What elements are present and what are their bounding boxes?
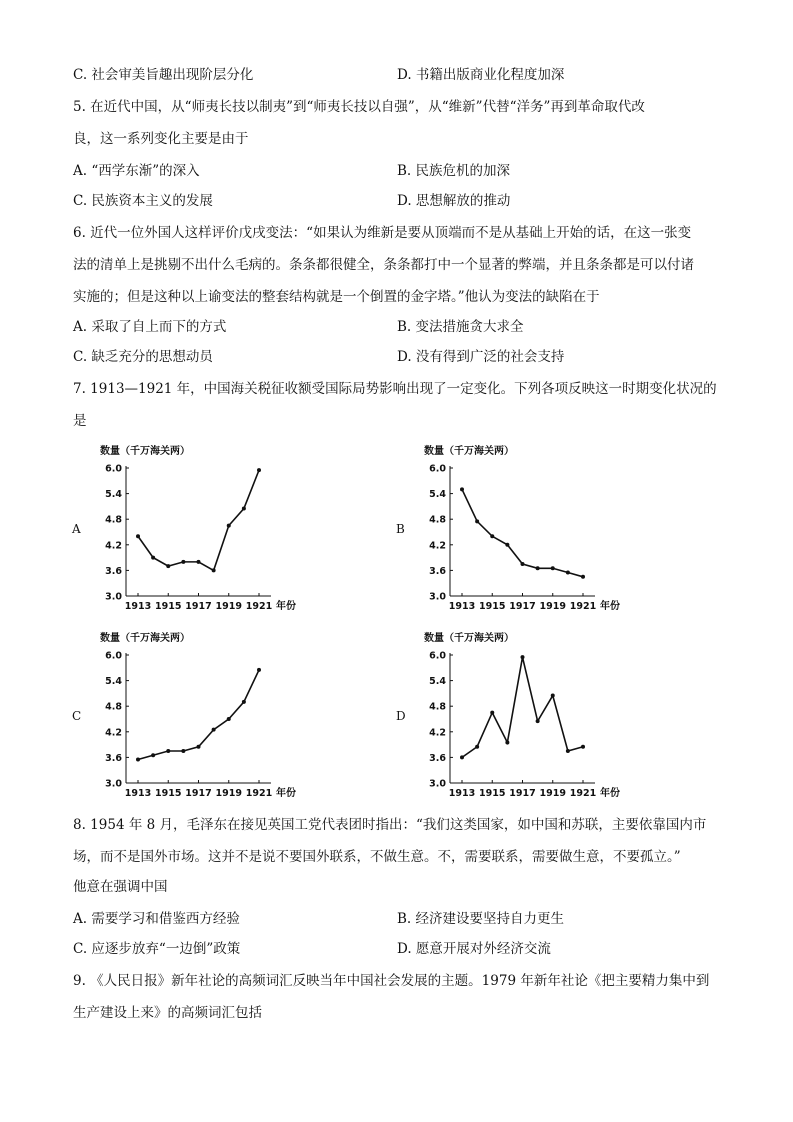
y-tick-label: 6.0 [105,463,122,475]
q8-option-d: D. 愿意开展对外经济交流 [397,941,551,957]
y-tick-label: 5.4 [105,489,122,501]
y-tick-label: 5.4 [105,676,122,688]
series-line [138,470,259,570]
chart-d [420,627,640,806]
data-point [566,749,570,753]
series-line [462,657,583,757]
data-point [242,507,246,511]
q5-stem-line1: 5. 在近代中国，从“师夷长技以制夷”到“师夷长技以自强”，从“维新”代替“洋务”再到革命取代改 [73,99,645,115]
chart-c-svg [96,627,316,802]
q6-stem-line2: 法的清单上是挑剔不出什么毛病的。条条都很健全，条条都打中一个显著的弊端，并且条条都是可以付诸 [73,257,694,273]
y-tick-label: 4.2 [105,540,122,552]
data-point [257,668,261,672]
data-point [197,745,201,749]
y-tick-label: 3.6 [429,752,446,764]
data-point [536,719,540,723]
data-point [212,728,216,732]
data-point [505,543,509,547]
chart-title: 数量（千万海关两） [424,446,514,457]
x-tick-label: 1917 [185,601,212,612]
data-point [505,740,509,744]
data-point [551,566,555,570]
data-point [151,556,155,560]
x-tick-label: 1921 [569,788,597,799]
x-tick-label: 1921 [245,788,273,799]
y-tick-label: 4.2 [429,727,446,739]
data-point [166,749,170,753]
data-point [197,560,201,564]
data-point [136,758,140,762]
x-axis-label: 年份 [276,788,296,799]
data-point [475,745,479,749]
q4-option-c: C. 社会审美旨趣出现阶层分化 [73,67,254,83]
data-point [181,749,185,753]
q7-stem-line2: 是 [73,413,87,429]
q5-option-c: C. 民族资本主义的发展 [73,193,213,209]
chart-b-letter: B [396,522,405,536]
q6-option-a: A. 采取了自上而下的方式 [73,319,227,335]
data-point [521,562,525,566]
x-tick-label: 1915 [479,601,506,612]
q5-option-d: D. 思想解放的推动 [397,193,511,209]
y-tick-label: 6.0 [429,463,446,475]
y-tick-label: 5.4 [429,676,446,688]
data-point [136,534,140,538]
q8-stem-line3: 他意在强调中国 [73,879,168,895]
y-tick-label: 3.0 [105,778,122,790]
x-axis-label: 年份 [600,788,620,799]
y-tick-label: 3.6 [105,565,122,577]
data-point [242,700,246,704]
data-point [490,711,494,715]
data-point [151,753,155,757]
data-point [227,524,231,528]
q6-option-d: D. 没有得到广泛的社会支持 [397,349,565,365]
q5-option-a: A. “西学东渐”的深入 [73,163,200,179]
q6-option-c: C. 缺乏充分的思想动员 [73,349,213,365]
q7-stem-line1: 7. 1913—1921 年，中国海关税征收额受国际局势影响出现了一定变化。下列各项反映这一时期变化状况的 [73,381,717,397]
x-tick-label: 1915 [155,601,182,612]
chart-b [420,440,640,619]
data-point [257,468,261,472]
x-tick-label: 1917 [509,788,536,799]
q8-stem-line2: 场，而不是国外市场。这并不是说不要国外联系，不做生意。不，需要联系，需要做生意，不要孤立。” [73,849,681,865]
q8-option-c: C. 应逐步放弃“一边倒”政策 [73,941,241,957]
data-point [581,575,585,579]
data-point [581,745,585,749]
y-tick-label: 3.6 [105,752,122,764]
chart-d-letter: D [396,709,406,723]
q5-stem-line2: 良，这一系列变化主要是由于 [73,131,249,147]
q5-option-b: B. 民族危机的加深 [397,163,511,179]
y-tick-label: 6.0 [105,650,122,662]
q8-option-a: A. 需要学习和借鉴西方经验 [73,911,240,927]
y-tick-label: 6.0 [429,650,446,662]
data-point [181,560,185,564]
x-tick-label: 1915 [155,788,182,799]
chart-a-svg [96,440,316,615]
chart-d-svg [420,627,640,802]
y-tick-label: 5.4 [429,489,446,501]
y-tick-label: 4.2 [429,540,446,552]
data-point [551,694,555,698]
data-point [460,755,464,759]
y-tick-label: 3.0 [429,591,446,603]
y-tick-label: 4.2 [105,727,122,739]
y-tick-label: 3.6 [429,565,446,577]
x-tick-label: 1913 [448,601,476,612]
data-point [227,717,231,721]
x-tick-label: 1915 [479,788,506,799]
y-tick-label: 3.0 [105,591,122,603]
data-point [166,564,170,568]
x-tick-label: 1917 [185,788,212,799]
y-tick-label: 4.8 [429,701,446,713]
chart-c-letter: C [72,709,82,723]
x-tick-label: 1913 [124,601,152,612]
data-point [475,519,479,523]
q9-stem-line1: 9. 《人民日报》新年社论的高频词汇反映当年中国社会发展的主题。1979 年新年社论《把主要精力集中到 [73,973,710,989]
chart-c [96,627,316,806]
chart-title: 数量（千万海关两） [100,633,190,644]
x-axis-label: 年份 [600,601,620,612]
x-tick-label: 1919 [539,788,566,799]
x-tick-label: 1917 [509,601,536,612]
data-point [566,571,570,575]
q6-stem-line1: 6. 近代一位外国人这样评价戊戌变法：“如果认为维新是要从顶端而不是从基础上开始的话，在这一张变 [73,225,692,241]
chart-title: 数量（千万海关两） [424,633,514,644]
q8-stem-line1: 8. 1954 年 8 月，毛泽东在接见英国工党代表团时指出：“我们这类国家，如中国和苏联，主要依靠国内市 [73,817,707,833]
data-point [212,568,216,572]
x-tick-label: 1913 [448,788,476,799]
x-tick-label: 1921 [569,601,597,612]
chart-a-letter: A [72,522,81,536]
q6-stem-line3: 实施的；但是这种以上谕变法的整套结构就是一个倒置的金字塔。”他认为变法的缺陷在于 [73,289,600,305]
q4-option-d: D. 书籍出版商业化程度加深 [397,67,565,83]
chart-b-svg [420,440,640,615]
data-point [536,566,540,570]
q6-option-b: B. 变法措施贪大求全 [397,319,524,335]
q8-option-b: B. 经济建设要坚持自力更生 [397,911,565,927]
x-axis-label: 年份 [276,601,296,612]
chart-title: 数量（千万海关两） [100,446,190,457]
x-tick-label: 1921 [245,601,273,612]
y-tick-label: 4.8 [105,701,122,713]
y-tick-label: 4.8 [429,514,446,526]
y-tick-label: 3.0 [429,778,446,790]
x-tick-label: 1919 [539,601,566,612]
data-point [490,534,494,538]
data-point [460,487,464,491]
q9-stem-line2: 生产建设上来》的高频词汇包括 [73,1005,262,1021]
chart-a [96,440,316,619]
data-point [521,655,525,659]
x-tick-label: 1919 [215,601,242,612]
x-tick-label: 1913 [124,788,152,799]
x-tick-label: 1919 [215,788,242,799]
y-tick-label: 4.8 [105,514,122,526]
